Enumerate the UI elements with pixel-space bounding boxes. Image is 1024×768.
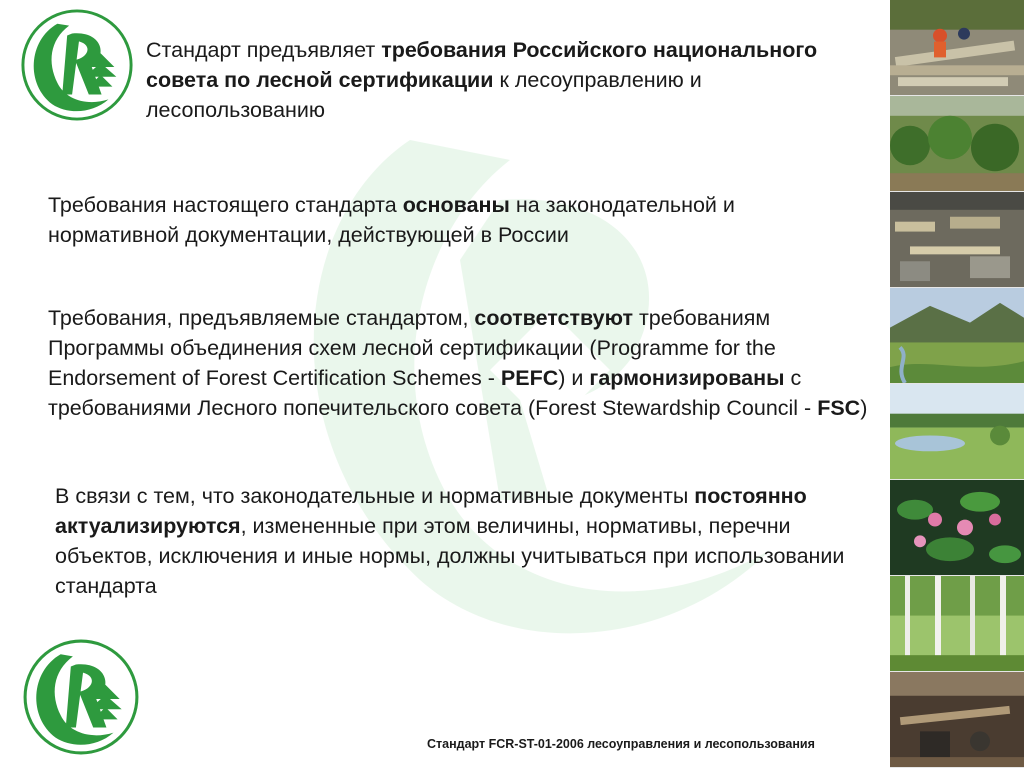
text-segment: на законодательной и нормативной документации, действующей в России <box>48 193 735 247</box>
text-bold: требования Российского национального совета по лесной сертификации <box>146 38 818 92</box>
text-segment: Стандарт предъявляет <box>146 38 382 62</box>
text-bold: соответствуют <box>474 306 633 330</box>
text-segment: В связи с тем, что законодательные и нормативные документы <box>55 484 695 508</box>
forest-council-logo-icon <box>20 636 142 758</box>
text-bold: FSC <box>817 396 861 420</box>
text-segment: , измененные при этом величины, нормативы, перечни объектов, исключения и иные нормы, должны учитываться при использовании стандарта <box>55 514 845 598</box>
paragraph-legal-basis <box>48 190 868 250</box>
paragraph-requirements-intro <box>146 35 866 125</box>
water-lilies-photo <box>890 480 1024 576</box>
mountain-valley-photo <box>890 288 1024 384</box>
text-bold: основаны <box>402 193 510 217</box>
text-bold: гармонизированы <box>589 366 785 390</box>
text-bold: постоянно актуализируются <box>55 484 807 538</box>
text-segment: ) <box>860 396 868 420</box>
paragraph-pefc-fsc <box>48 303 878 423</box>
river-meadow-photo <box>890 384 1024 480</box>
footer-caption: Стандарт FCR-ST-01-2006 лесоуправления и лесопользования <box>427 737 815 751</box>
birch-forest-photo <box>890 576 1024 672</box>
logging-workers-photo <box>890 0 1024 96</box>
photo-strip <box>890 0 1024 768</box>
sawmill-photo <box>890 192 1024 288</box>
text-segment: требованиям Программы объединения схем лесной сертификации (Programme for the Endorsement of Forest Certification Schemes - <box>48 306 776 390</box>
paragraph-updates-note <box>55 481 875 601</box>
text-segment: с требованиями Лесного попечительского совета (Forest Stewardship Council - <box>48 366 818 420</box>
text-bold: PEFC <box>500 366 559 390</box>
text-segment: к лесоуправлению и лесопользованию <box>146 68 702 122</box>
workshop-interior-photo <box>890 672 1024 768</box>
forest-council-logo-icon <box>18 6 136 124</box>
text-segment: ) и <box>558 366 590 390</box>
text-segment: Требования настоящего стандарта <box>48 193 403 217</box>
text-segment: Требования, предъявляемые стандартом, <box>48 306 475 330</box>
young-pine-forest-photo <box>890 96 1024 192</box>
